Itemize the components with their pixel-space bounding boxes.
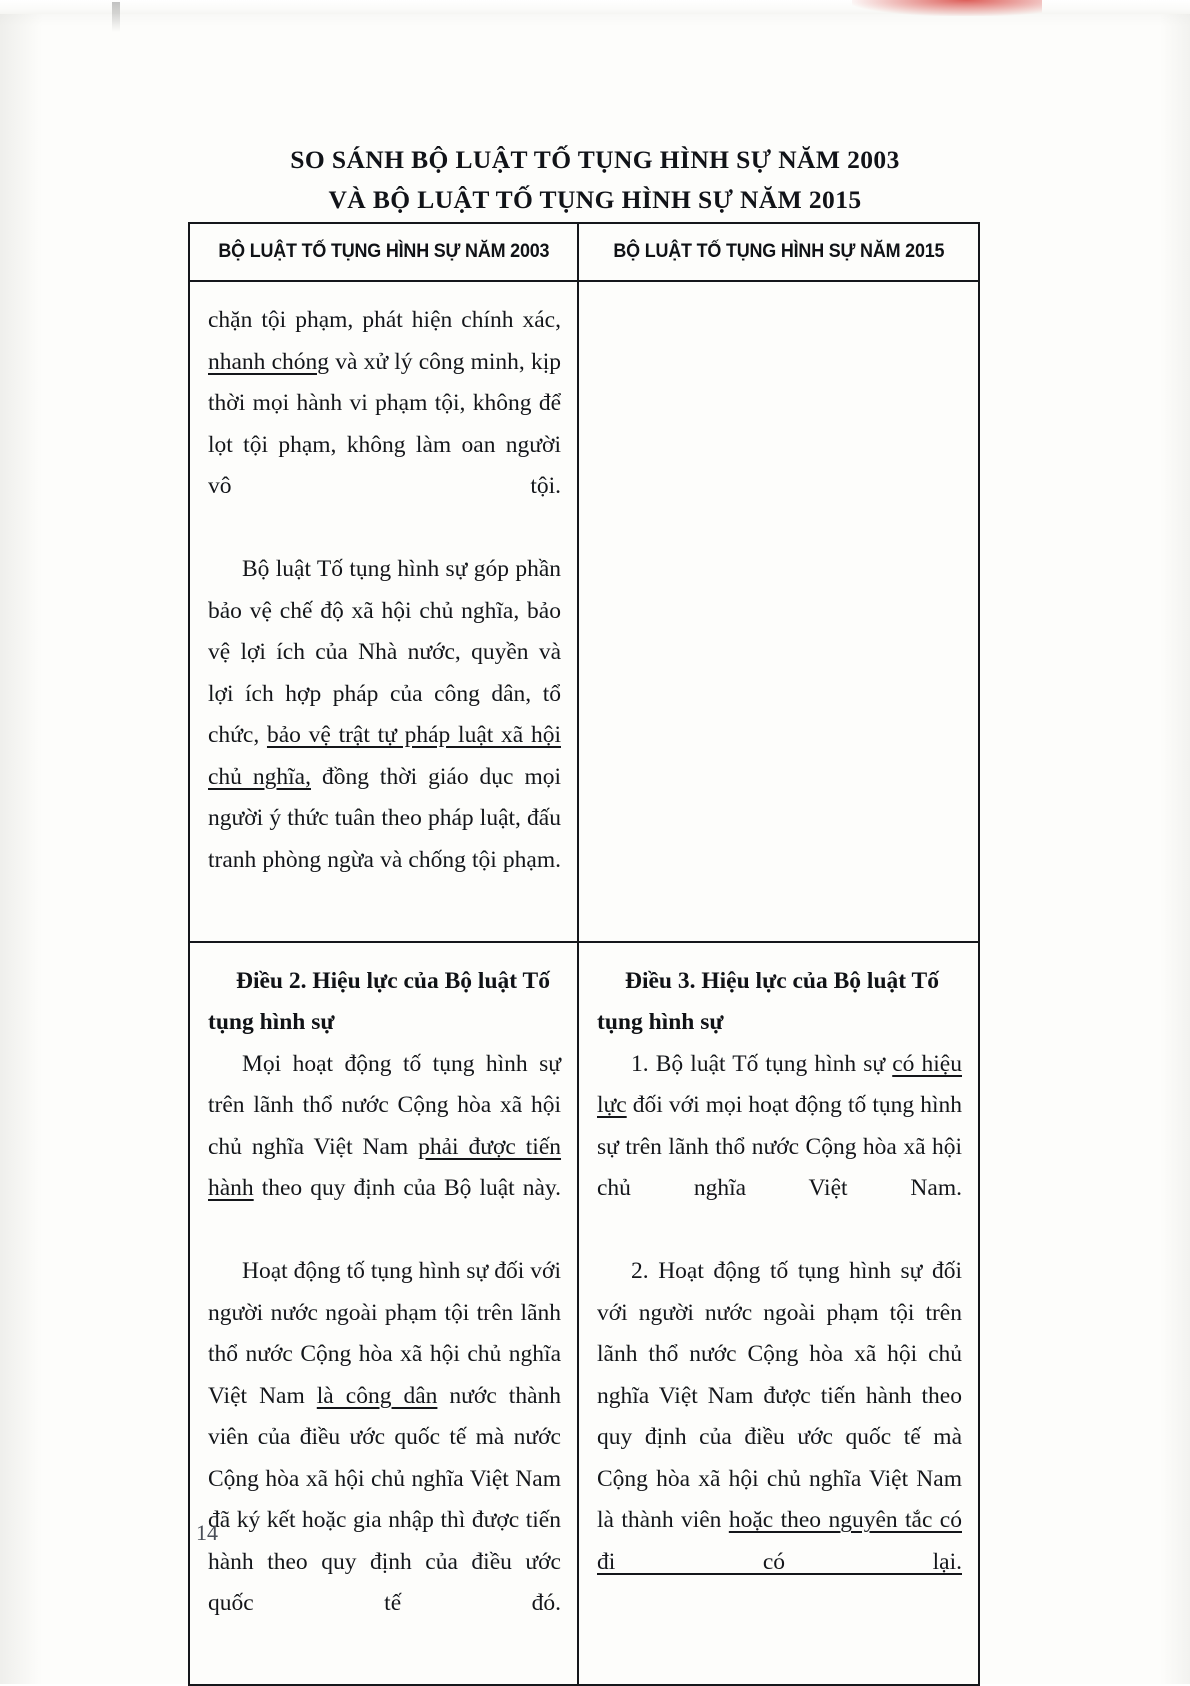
underlined-text: hoặc theo nguyên tắc có đi có lại. bbox=[597, 1507, 962, 1575]
underlined-text: là công dân bbox=[316, 1382, 438, 1409]
table-cell-2003 bbox=[190, 943, 579, 1685]
text-run: chặn tội phạm, phát hiện chính xác, bbox=[208, 307, 561, 333]
text-run: nước thành viên của điều ước quốc tế mà nước Cộng hòa xã hội chủ nghĩa Việt Nam đã ký kết hoặc gia nhập thì được tiến hành theo quy định của điều ước quốc tế đó. bbox=[208, 1382, 562, 1616]
document-title-line-2: VÀ BỘ LUẬT TỐ TỤNG HÌNH SỰ NĂM 2015 bbox=[328, 185, 862, 214]
document-title-line-1: SO SÁNH BỘ LUẬT TỐ TỤNG HÌNH SỰ NĂM 2003 bbox=[290, 145, 900, 174]
text-run: theo quy định của Bộ luật này. bbox=[253, 1175, 561, 1201]
document-title bbox=[0, 140, 1190, 220]
table-cell-2003 bbox=[190, 282, 579, 941]
paragraph bbox=[208, 300, 561, 549]
cell-content bbox=[190, 282, 577, 941]
article-heading: Điều 3. Hiệu lực của Bộ luật Tố tụng hình sự bbox=[597, 967, 939, 1035]
paragraph bbox=[597, 1251, 962, 1625]
scan-left-mark bbox=[112, 2, 120, 32]
paragraph bbox=[208, 1251, 561, 1666]
scan-red-mark bbox=[852, 0, 1042, 16]
text-run: 2. Hoạt động tố tụng hình sự đối với người nước ngoài phạm tội trên lãnh thổ nước Cộng hòa xã hội chủ nghĩa Việt Nam được tiến hành theo quy định của điều ước quốc tế mà Cộng hòa xã hội chủ nghĩa Việt Nam là thành viên bbox=[597, 1258, 962, 1533]
table-cell-2015 bbox=[579, 282, 978, 941]
cell-content bbox=[579, 282, 978, 292]
table-header-cell-2015 bbox=[579, 224, 978, 280]
underlined-text: phải được tiến hành bbox=[208, 1133, 562, 1201]
table-header-row bbox=[190, 224, 978, 282]
paragraph bbox=[208, 549, 561, 923]
comparison-table bbox=[188, 222, 980, 1686]
table-row bbox=[190, 282, 978, 943]
text-run: Mọi hoạt động tố tụng hình sự trên lãnh thổ nước Cộng hòa xã hội chủ nghĩa Việt Nam bbox=[208, 1050, 561, 1160]
table-header-cell-2003 bbox=[190, 224, 579, 280]
paragraph bbox=[597, 1044, 962, 1252]
underlined-text: có hiệu lực bbox=[597, 1050, 962, 1118]
text-run: đồng thời giáo dục mọi người ý thức tuân theo pháp luật, đấu tranh phòng ngừa và chống tội phạm. bbox=[208, 763, 561, 873]
cell-content bbox=[579, 943, 978, 1643]
text-run: và xử lý công minh, kịp thời mọi hành vi phạm tội, không để lọt tội phạm, không làm oan người vô tội. bbox=[208, 348, 561, 499]
table-header-label-2015: BỘ LUẬT TỐ TỤNG HÌNH SỰ NĂM 2015 bbox=[613, 240, 944, 262]
underlined-text: bảo vệ trật tự pháp luật xã hội chủ nghĩa, bbox=[208, 722, 561, 790]
text-run: Hoạt động tố tụng hình sự đối với người nước ngoài phạm tội trên lãnh thổ nước Cộng hòa xã hội chủ nghĩa Việt Nam bbox=[208, 1258, 561, 1409]
page-number: 14 bbox=[196, 1520, 218, 1545]
table-header-label-2003: BỘ LUẬT TỐ TỤNG HÌNH SỰ NĂM 2003 bbox=[218, 240, 549, 262]
paragraph bbox=[208, 1044, 561, 1252]
table-row bbox=[190, 943, 978, 1685]
text-run: 1. Bộ luật Tố tụng hình sự bbox=[631, 1050, 893, 1077]
text-run: Bộ luật Tố tụng hình sự góp phần bảo vệ chế độ xã hội chủ nghĩa, bảo vệ lợi ích của Nhà nước, quyền và lợi ích hợp pháp của công dân, tổ chức, bbox=[208, 556, 561, 748]
text-run: đối với mọi hoạt động tố tụng hình sự trên lãnh thổ nước Cộng hòa xã hội chủ nghĩa Việt Nam. bbox=[597, 1092, 962, 1201]
article-heading: Điều 2. Hiệu lực của Bộ luật Tố tụng hình sự bbox=[208, 967, 550, 1035]
table-cell-2015 bbox=[579, 943, 978, 1685]
cell-content bbox=[190, 943, 577, 1685]
underlined-text: nhanh chóng bbox=[208, 348, 330, 375]
